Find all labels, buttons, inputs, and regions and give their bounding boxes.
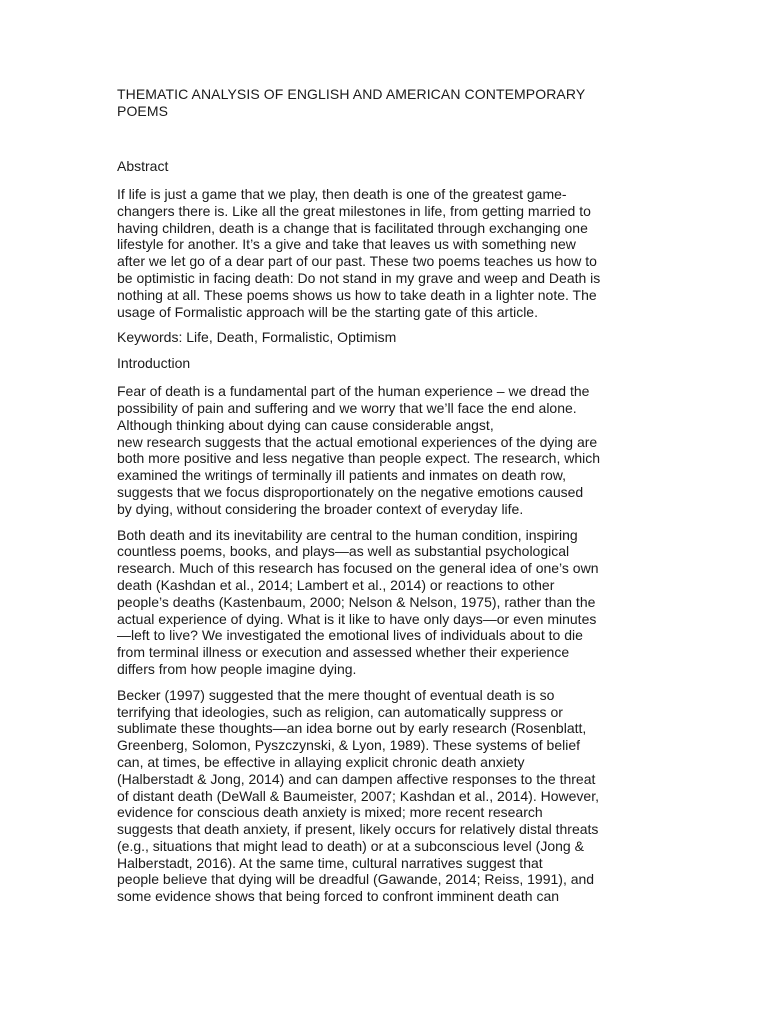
text-line: differs from how people imagine dying. — [117, 660, 357, 677]
text-line: Halberstadt, 2016). At the same time, cultural narratives suggest that — [117, 854, 543, 871]
text-line: both more positive and less negative than people expect. The research, which — [117, 450, 601, 467]
text-line: research. Much of this research has focused on the general idea of one’s own — [117, 560, 599, 577]
text-line: new research suggests that the actual emotional experiences of the dying are — [117, 433, 598, 450]
text-line: Greenberg, Solomon, Pyszczynski, & Lyon, 1989). These systems of belief — [117, 737, 580, 754]
text-line: actual experience of dying. What is it like to have only days—or even minutes — [117, 610, 597, 627]
text-line: Becker (1997) suggested that the mere thought of eventual death is so — [117, 686, 555, 703]
introduction-heading: Introduction — [117, 355, 191, 372]
text-line: death (Kashdan et al., 2014; Lambert et al., 2014) or reactions to other — [117, 576, 555, 593]
text-line: after we let go of a dear part of our past. These two poems teaches us how to — [117, 253, 597, 270]
introduction-paragraph-3 — [117, 687, 657, 905]
title-line: POEMS — [117, 103, 169, 119]
text-line: having children, death is a change that is facilitated through exchanging one — [117, 219, 588, 236]
text-line: nothing at all. These poems shows us how to take death in a lighter note. The — [117, 286, 597, 303]
text-line: suggests that death anxiety, if present, likely occurs for relatively distal threats — [117, 821, 599, 838]
text-line: countless poems, books, and plays—as well as substantial psychological — [117, 543, 570, 560]
introduction-paragraph-2 — [117, 527, 657, 678]
text-line: Both death and its inevitability are central to the human condition, inspiring — [117, 526, 578, 543]
text-line: If life is just a game that we play, then death is one of the greatest game- — [117, 186, 567, 202]
document-page — [117, 86, 657, 914]
text-line: people believe that dying will be dreadful (Gawande, 2014; Reiss, 1991), and — [117, 871, 595, 888]
text-line: Fear of death is a fundamental part of the human experience – we dread the — [117, 383, 590, 400]
keywords — [117, 329, 657, 346]
keywords-line: Keywords: Life, Death, Formalistic, Optimism — [117, 329, 397, 346]
introduction-paragraph-1 — [117, 383, 657, 517]
text-line: examined the writings of terminally ill patients and inmates on death row, — [117, 467, 567, 484]
text-line: be optimistic in facing death: Do not stand in my grave and weep and Death is — [117, 269, 601, 286]
text-line: lifestyle for another. It’s a give and take that leaves us with something new — [117, 236, 576, 253]
text-line: terrifying that ideologies, such as religion, can automatically suppress or — [117, 703, 563, 720]
text-line: sublimate these thoughts—an idea borne out by early research (Rosenblatt, — [117, 720, 587, 737]
text-line: evidence for conscious death anxiety is mixed; more recent research — [117, 804, 543, 821]
text-line: of distant death (DeWall & Baumeister, 2007; Kashdan et al., 2014). However, — [117, 787, 599, 804]
text-line: —left to live? We investigated the emotional lives of individuals about to die — [117, 627, 583, 644]
text-line: (Halberstadt & Jong, 2014) and can dampen affective responses to the threat — [117, 770, 596, 787]
text-line: changers there is. Like all the great milestones in life, from getting married to — [117, 202, 591, 219]
text-line: suggests that we focus disproportionately on the negative emotions caused — [117, 483, 584, 500]
abstract-heading: Abstract — [117, 158, 169, 174]
text-line: some evidence shows that being forced to confront imminent death can — [117, 888, 560, 905]
abstract-paragraph — [117, 186, 657, 320]
text-line: can, at times, be effective in allaying explicit chronic death anxiety — [117, 753, 525, 770]
title-line: THEMATIC ANALYSIS OF ENGLISH AND AMERICAN CONTEMPORARY — [117, 86, 586, 102]
text-line: usage of Formalistic approach will be the starting gate of this article. — [117, 303, 538, 320]
text-line: (e.g., situations that might lead to death) or at a subconscious level (Jong & — [117, 837, 584, 854]
text-line: possibility of pain and suffering and we worry that we’ll face the end alone. — [117, 399, 577, 416]
text-line: from terminal illness or execution and assessed whether their experience — [117, 644, 570, 661]
text-line: Although thinking about dying can cause considerable angst, — [117, 416, 494, 433]
text-line: by dying, without considering the broader context of everyday life. — [117, 500, 524, 517]
document-title — [117, 86, 657, 120]
text-line: people’s deaths (Kastenbaum, 2000; Nelson & Nelson, 1975), rather than the — [117, 593, 596, 610]
